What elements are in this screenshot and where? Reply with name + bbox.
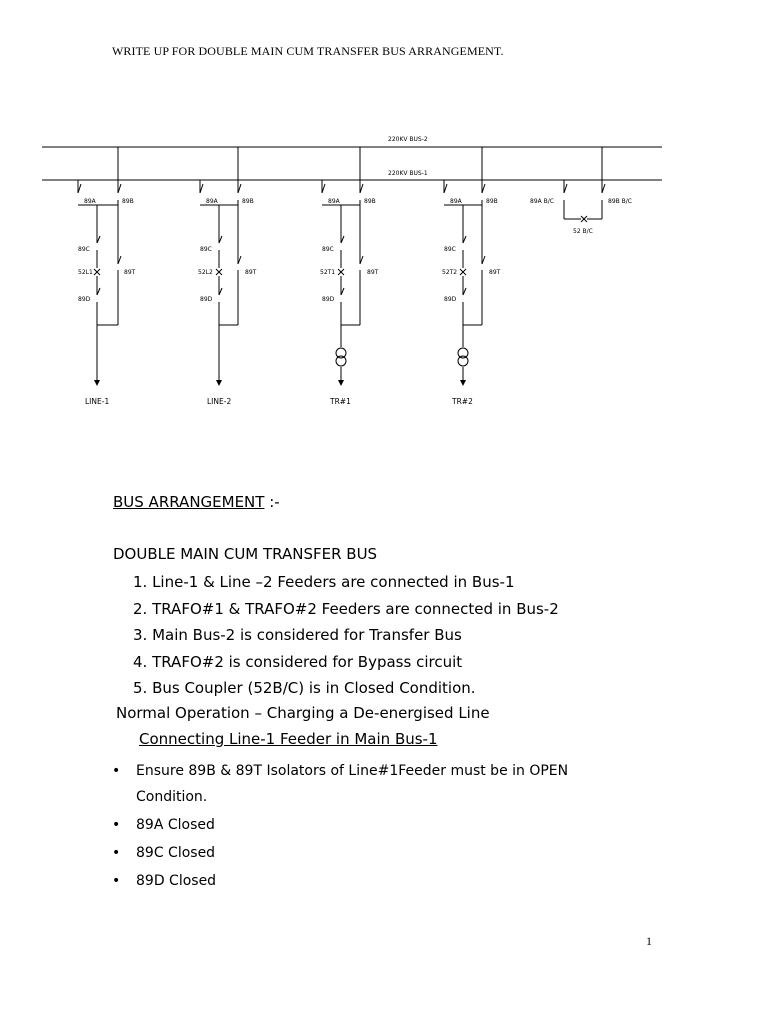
section-heading-text: BUS ARRANGEMENT bbox=[113, 493, 265, 511]
arrangement-list bbox=[133, 572, 559, 705]
feeder-tr-1 bbox=[322, 147, 363, 382]
label-89b-bc: 89B B/C bbox=[608, 198, 632, 205]
list-item-text: 89C Closed bbox=[136, 845, 216, 861]
label-89b: 89B bbox=[364, 198, 376, 205]
list-item-text: 89D Closed bbox=[136, 873, 217, 889]
label-89c: 89C bbox=[322, 246, 334, 253]
list-item: 3. Main Bus-2 is considered for Transfer Bus bbox=[133, 626, 462, 644]
connecting-heading: Connecting Line-1 Feeder in Main Bus-1 bbox=[139, 730, 438, 748]
section-subheading: DOUBLE MAIN CUM TRANSFER BUS bbox=[113, 545, 378, 563]
label-89b: 89B bbox=[486, 198, 498, 205]
bus-1-label: 220KV BUS-1 bbox=[388, 170, 428, 177]
feeder-line-1 bbox=[78, 147, 121, 382]
list-item bbox=[112, 758, 636, 812]
label-89a: 89A bbox=[206, 198, 218, 205]
procedure-list bbox=[112, 758, 636, 896]
list-item bbox=[112, 868, 636, 896]
document-title: WRITE UP FOR DOUBLE MAIN CUM TRANSFER BUS ARRANGEMENT. bbox=[112, 44, 504, 58]
list-item: 4. TRAFO#2 is considered for Bypass circuit bbox=[133, 652, 463, 671]
label-89t: 89T bbox=[245, 269, 257, 276]
label-89d: 89D bbox=[200, 296, 213, 303]
single-line-diagram bbox=[0, 0, 768, 470]
label-89c: 89C bbox=[200, 246, 212, 253]
bullet-icon: • bbox=[112, 845, 121, 861]
list-item bbox=[112, 840, 636, 868]
list-item-text: 89A Closed bbox=[136, 817, 215, 833]
feeder-line-2 bbox=[200, 147, 241, 382]
label-89a: 89A bbox=[328, 198, 340, 205]
label-89t: 89T bbox=[367, 269, 379, 276]
bus-coupler bbox=[564, 147, 605, 222]
label-89c: 89C bbox=[78, 246, 90, 253]
label-89b: 89B bbox=[242, 198, 254, 205]
feeder-name: TR#2 bbox=[452, 397, 473, 406]
list-item: 1. Line-1 & Line –2 Feeders are connected in Bus-1 bbox=[133, 573, 515, 591]
label-cb: 52L1 bbox=[78, 269, 93, 276]
list-item bbox=[112, 812, 636, 840]
label-89c: 89C bbox=[444, 246, 456, 253]
feeder-tr-2 bbox=[444, 147, 485, 382]
bullet-icon: • bbox=[112, 873, 121, 889]
label-cb: 52L2 bbox=[198, 269, 213, 276]
normal-operation-heading: Normal Operation – Charging a De-energised Line bbox=[116, 704, 490, 722]
label-cb: 52T2 bbox=[442, 269, 458, 276]
section-heading bbox=[113, 493, 280, 511]
list-item: 5. Bus Coupler (52B/C) is in Closed Condition. bbox=[133, 679, 476, 697]
label-52-bc: 52 B/C bbox=[573, 228, 593, 235]
page-number: 1 bbox=[646, 934, 652, 948]
label-89t: 89T bbox=[124, 269, 136, 276]
label-89a: 89A bbox=[450, 198, 462, 205]
label-89b: 89B bbox=[122, 198, 134, 205]
label-89d: 89D bbox=[78, 296, 91, 303]
bullet-icon: • bbox=[112, 817, 121, 833]
bus-2-label: 220KV BUS-2 bbox=[388, 136, 428, 143]
feeder-name: LINE-1 bbox=[85, 397, 110, 406]
label-89d: 89D bbox=[322, 296, 335, 303]
label-89t: 89T bbox=[489, 269, 501, 276]
list-item-text: Ensure 89B & 89T Isolators of Line#1Feeder must be in OPEN Condition. bbox=[136, 763, 569, 805]
label-89d: 89D bbox=[444, 296, 457, 303]
feeder-name: TR#1 bbox=[330, 397, 351, 406]
label-89a-bc: 89A B/C bbox=[530, 198, 554, 205]
list-item: 2. TRAFO#1 & TRAFO#2 Feeders are connected in Bus-2 bbox=[133, 599, 559, 618]
section-heading-suffix: :- bbox=[264, 493, 280, 511]
label-89a: 89A bbox=[84, 198, 96, 205]
label-cb: 52T1 bbox=[320, 269, 336, 276]
bullet-icon: • bbox=[112, 763, 121, 779]
feeder-name: LINE-2 bbox=[207, 397, 232, 406]
